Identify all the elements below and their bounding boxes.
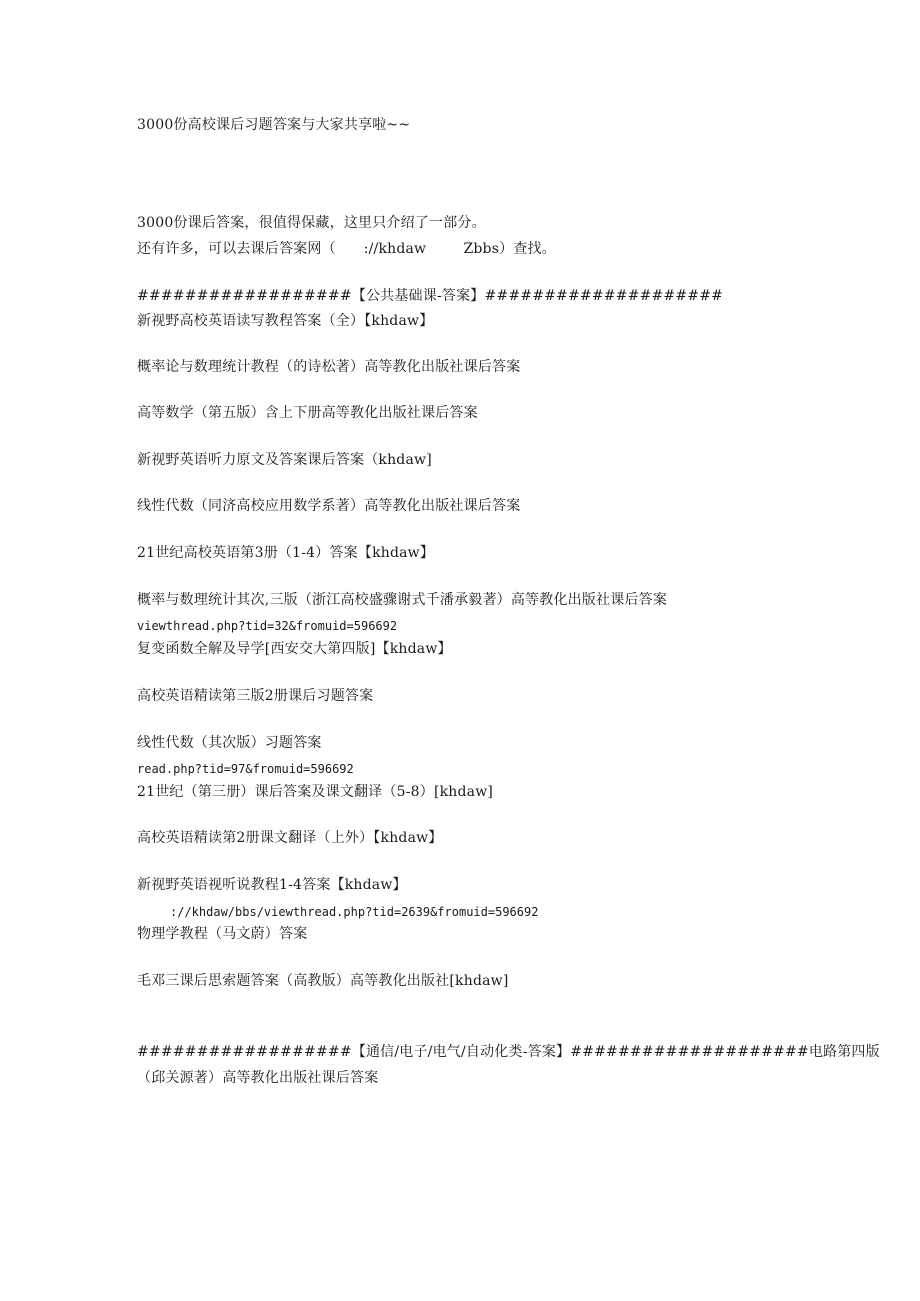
document-title: 3000份高校课后习题答案与大家共享啦~~ [137,117,411,133]
list-item: 新视野高校英语读写教程答案（全）【khdaw】 [137,313,434,329]
list-item: 高校英语精读第2册课文翻译（上外）【khdaw】 [137,830,443,846]
list-item: 概率论与数理统计教程（的诗松著）高等教化出版社课后答案 [137,359,521,375]
url-text: ://khdaw/bbs/viewthread.php?tid=2639&fromuid=596692 [170,905,539,919]
intro-line-1: 3000份课后答案，很值得保藏，这里只介绍了一部分。 [137,215,486,231]
list-item: （邱关源著）高等教化出版社课后答案 [137,1070,379,1086]
list-item: 物理学教程（马文蔚）答案 [137,926,308,942]
section-header-public-basic: ##################【公共基础课-答案】#################### [137,288,724,304]
url-text: read.php?tid=97&fromuid=596692 [137,762,354,776]
list-item: 21世纪（第三册）课后答案及课文翻译（5-8）[khdaw] [137,784,494,800]
list-item: 新视野英语听力原文及答案课后答案（khdaw] [137,452,432,468]
list-item: 高校英语精读第三版2册课后习题答案 [137,688,374,704]
list-item: 新视野英语视听说教程1-4答案【khdaw】 [137,877,407,893]
list-item: 线性代数（其次版）习题答案 [137,735,322,751]
list-item: 概率与数理统计其次,三版（浙江高校盛骤谢式千潘承毅著）高等教化出版社课后答案 [137,592,668,608]
list-item: 毛邓三课后思索题答案（高教版）高等教化出版社[khdaw] [137,973,509,989]
intro-line-2: 还有许多，可以去课后答案网（ ://khdaw Zbbs）查找。 [137,241,556,257]
list-item: 21世纪高校英语第3册（1-4）答案【khdaw】 [137,545,435,561]
list-item: 线性代数（同济高校应用数学系著）高等教化出版社课后答案 [137,498,521,514]
list-item: 高等数学（第五版）含上下册高等教化出版社课后答案 [137,405,478,421]
list-item: 复变函数全解及导学[西安交大第四版]【khdaw】 [137,641,452,657]
url-text: viewthread.php?tid=32&fromuid=596692 [137,619,398,633]
section-header-electronics: ##################【通信/电子/电气/自动化类-答案】####################电路第四版 [137,1044,880,1060]
